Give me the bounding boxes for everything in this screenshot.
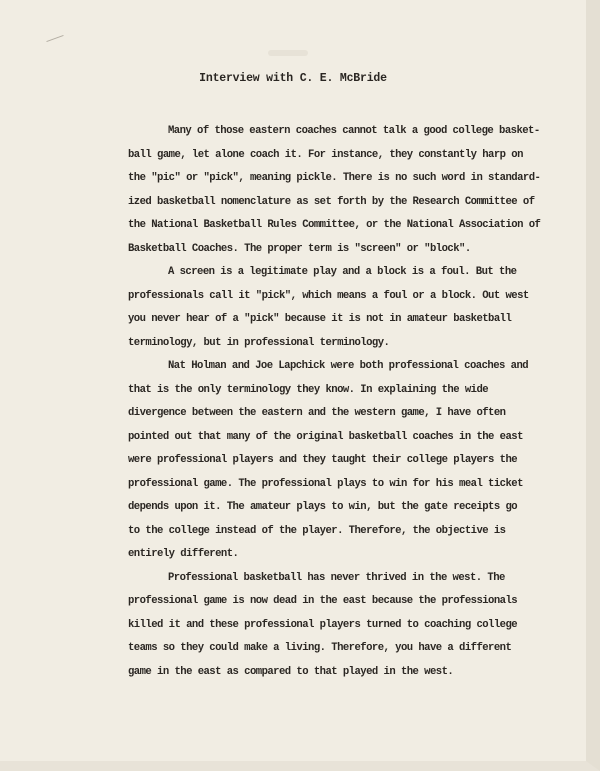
text-line: terminology, but in professional terminology.: [128, 336, 390, 349]
text-line: the National Basketball Rules Committee, or the National Association of: [128, 219, 541, 231]
text-line: game in the east as compared to that played in the west.: [128, 665, 454, 678]
paper-smudge: [268, 50, 308, 56]
text-line: Professional basketball has never thrived in the west. The: [168, 571, 505, 584]
paragraph-3: [128, 355, 528, 567]
text-line: teams so they could make a living. Therefore, you have a different: [128, 642, 512, 654]
pencil-mark: [46, 35, 63, 42]
text-line: were professional players and they taught their college players the: [128, 454, 518, 466]
text-line: Many of those eastern coaches cannot talk a good college basket-: [168, 125, 540, 137]
text-line: Basketball Coaches. The proper term is "screen" or "block".: [128, 242, 471, 255]
text-line: professional game. The professional plays to win for his meal ticket: [128, 477, 523, 490]
text-line: depends upon it. The amateur plays to win, but the gate receipts go: [128, 501, 518, 513]
body-text: [128, 120, 541, 684]
text-line: A screen is a legitimate play and a block is a foul. But the: [168, 266, 517, 278]
text-line: professionals call it "pick", which means a foul or a block. Out west: [128, 289, 529, 302]
text-line: ized basketball nomenclature as set forth by the Research Committee of: [128, 195, 535, 208]
paragraph-4: [128, 567, 528, 685]
text-line: the "pic" or "pick", meaning pickle. There is no such word in standard-: [128, 172, 541, 184]
paragraph-1: [128, 120, 541, 261]
text-line: that is the only terminology they know. In explaining the wide: [128, 383, 489, 396]
text-line: entirely different.: [128, 548, 239, 560]
text-line: professional game is now dead in the east because the professionals: [128, 595, 518, 607]
text-line: to the college instead of the player. Therefore, the objective is: [128, 524, 506, 537]
paragraph-2: [128, 261, 528, 355]
text-line: Nat Holman and Joe Lapchick were both professional coaches and: [168, 360, 529, 372]
page-title: Interview with C. E. McBride: [199, 72, 387, 85]
text-line: killed it and these professional players turned to coaching college: [128, 618, 518, 631]
text-line: ball game, let alone coach it. For instance, they constantly harp on: [128, 148, 523, 161]
text-line: you never hear of a "pick" because it is not in amateur basketball: [128, 313, 512, 325]
text-line: pointed out that many of the original basketball coaches in the east: [128, 430, 523, 443]
text-line: divergence between the eastern and the western game, I have often: [128, 407, 506, 419]
